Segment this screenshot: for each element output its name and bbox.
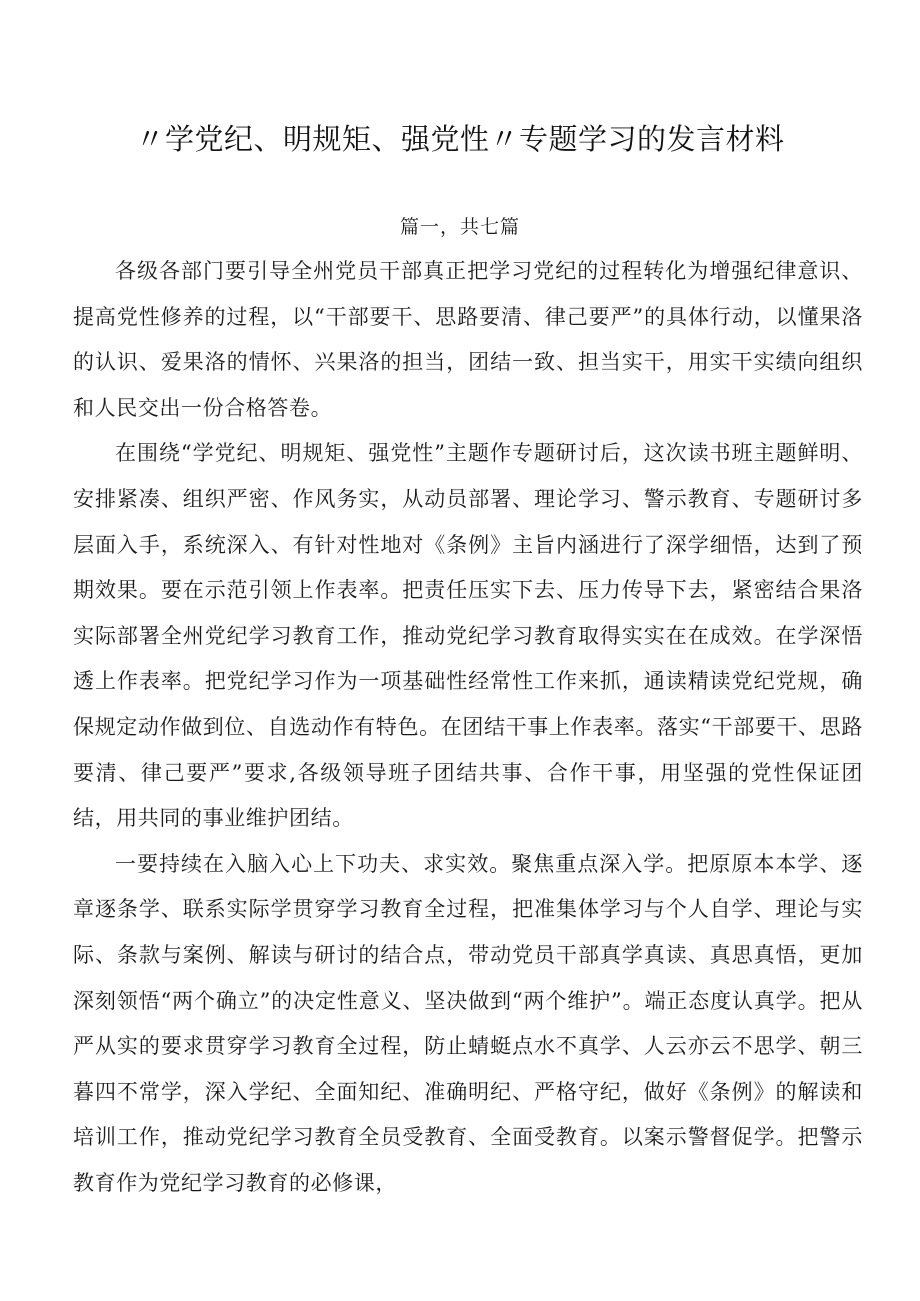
document-body (73, 249, 863, 1206)
paragraph-1: 各级各部门要引导全州党员干部真正把学习党纪的过程转化为增强纪律意识、提高党性修养的过程，以“干部要干、思路要清、律己要严”的具体行动，以懂果洛的认识、爱果洛的情怀、兴果洛的担当，团结一致、担当实干，用实干实绩向组织和人民交出一份合格答卷。 (73, 259, 863, 420)
paragraph-2: 在围绕“学党纪、明规矩、强党性”主题作专题研讨后，这次读书班主题鲜明、安排紧凑、组织严密、作风务实，从动员部署、理论学习、警示教育、专题研讨多层面入手，系统深入、有针对性地对《条例》主旨内涵进行了深学细悟，达到了预期效果。要在示范引领上作表率。把责任压实下去、压力传导下去，紧密结合果洛实际部署全州党纪学习教育工作，推动党纪学习教育取得实实在在成效。在学深悟透上作表率。把党纪学习作为一项基础性经常性工作来抓，通读精读党纪党规，确保规定动作做到位、自选动作有特色。在团结干事上作表率。落实“干部要干、思路要清、律己要严”要求,各级领导班子团结共事、合作干事，用坚强的党性保证团结，用共同的事业维护团结。 (73, 441, 863, 831)
document-title: 〃学党纪、明规矩、强党性〃专题学习的发言材料 (135, 122, 785, 157)
paragraph-3: 一要持续在入脑入心上下功夫、求实效。聚焦重点深入学。把原原本本学、逐章逐条学、联系实际学贯穿学习教育全过程，把准集体学习与个人自学、理论与实际、条款与案例、解读与研讨的结合点，带动党员干部真学真读、真思真悟，更加深刻领悟“两个确立”的决定性意义、坚决做到“两个维护”。端正态度认真学。把从严从实的要求贯穿学习教育全过程，防止蜻蜓点水不真学、人云亦云不思学、朝三暮四不常学，深入学纪、全面知纪、准确明纪、严格守纪，做好《条例》的解读和培训工作，推动党纪学习教育全员受教育、全面受教育。以案示警督促学。把警示教育作为党纪学习教育的必修课， (73, 851, 863, 1195)
section-heading: 篇一，共七篇 (399, 216, 520, 238)
